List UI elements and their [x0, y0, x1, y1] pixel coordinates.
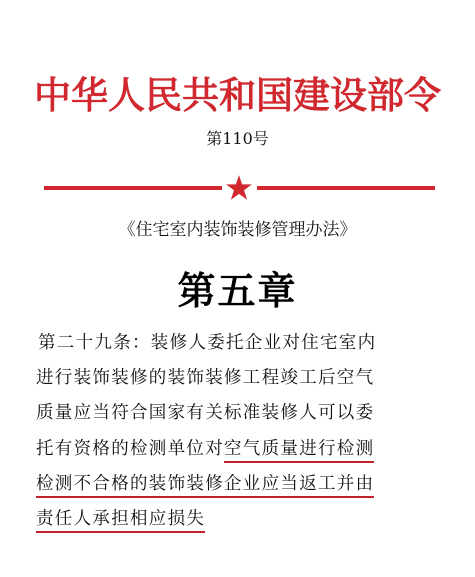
- article-line: [36, 467, 446, 502]
- article-line: [36, 432, 446, 467]
- article-line-text: 托有资格的检测单位对: [36, 438, 224, 459]
- chapter-heading: 第五章: [177, 269, 298, 313]
- red-divider-left: [44, 186, 222, 190]
- article-line: 进行装饰装修的装饰装修工程竣工后空气: [36, 368, 375, 389]
- red-divider-right: [257, 186, 435, 190]
- article-line: [36, 502, 446, 537]
- decree-number: 第110号: [206, 129, 269, 148]
- highlighted-text: 检测不合格的装饰装修企业应当返工并由: [36, 474, 374, 498]
- highlighted-text: 空气质量进行检测: [224, 439, 374, 463]
- regulation-title: 《住宅室内装饰装修管理办法》: [118, 220, 357, 240]
- highlighted-text: 责任人承担相应损失: [36, 509, 205, 533]
- article-text: [36, 326, 446, 537]
- star-icon: [225, 174, 253, 202]
- article-line: 第二十九条：装修人委托企业对住宅室内: [38, 333, 377, 353]
- ministry-decree-title: 中华人民共和国建设部令: [34, 72, 441, 117]
- article-line: 质量应当符合国家有关标准装修人可以委: [36, 403, 375, 424]
